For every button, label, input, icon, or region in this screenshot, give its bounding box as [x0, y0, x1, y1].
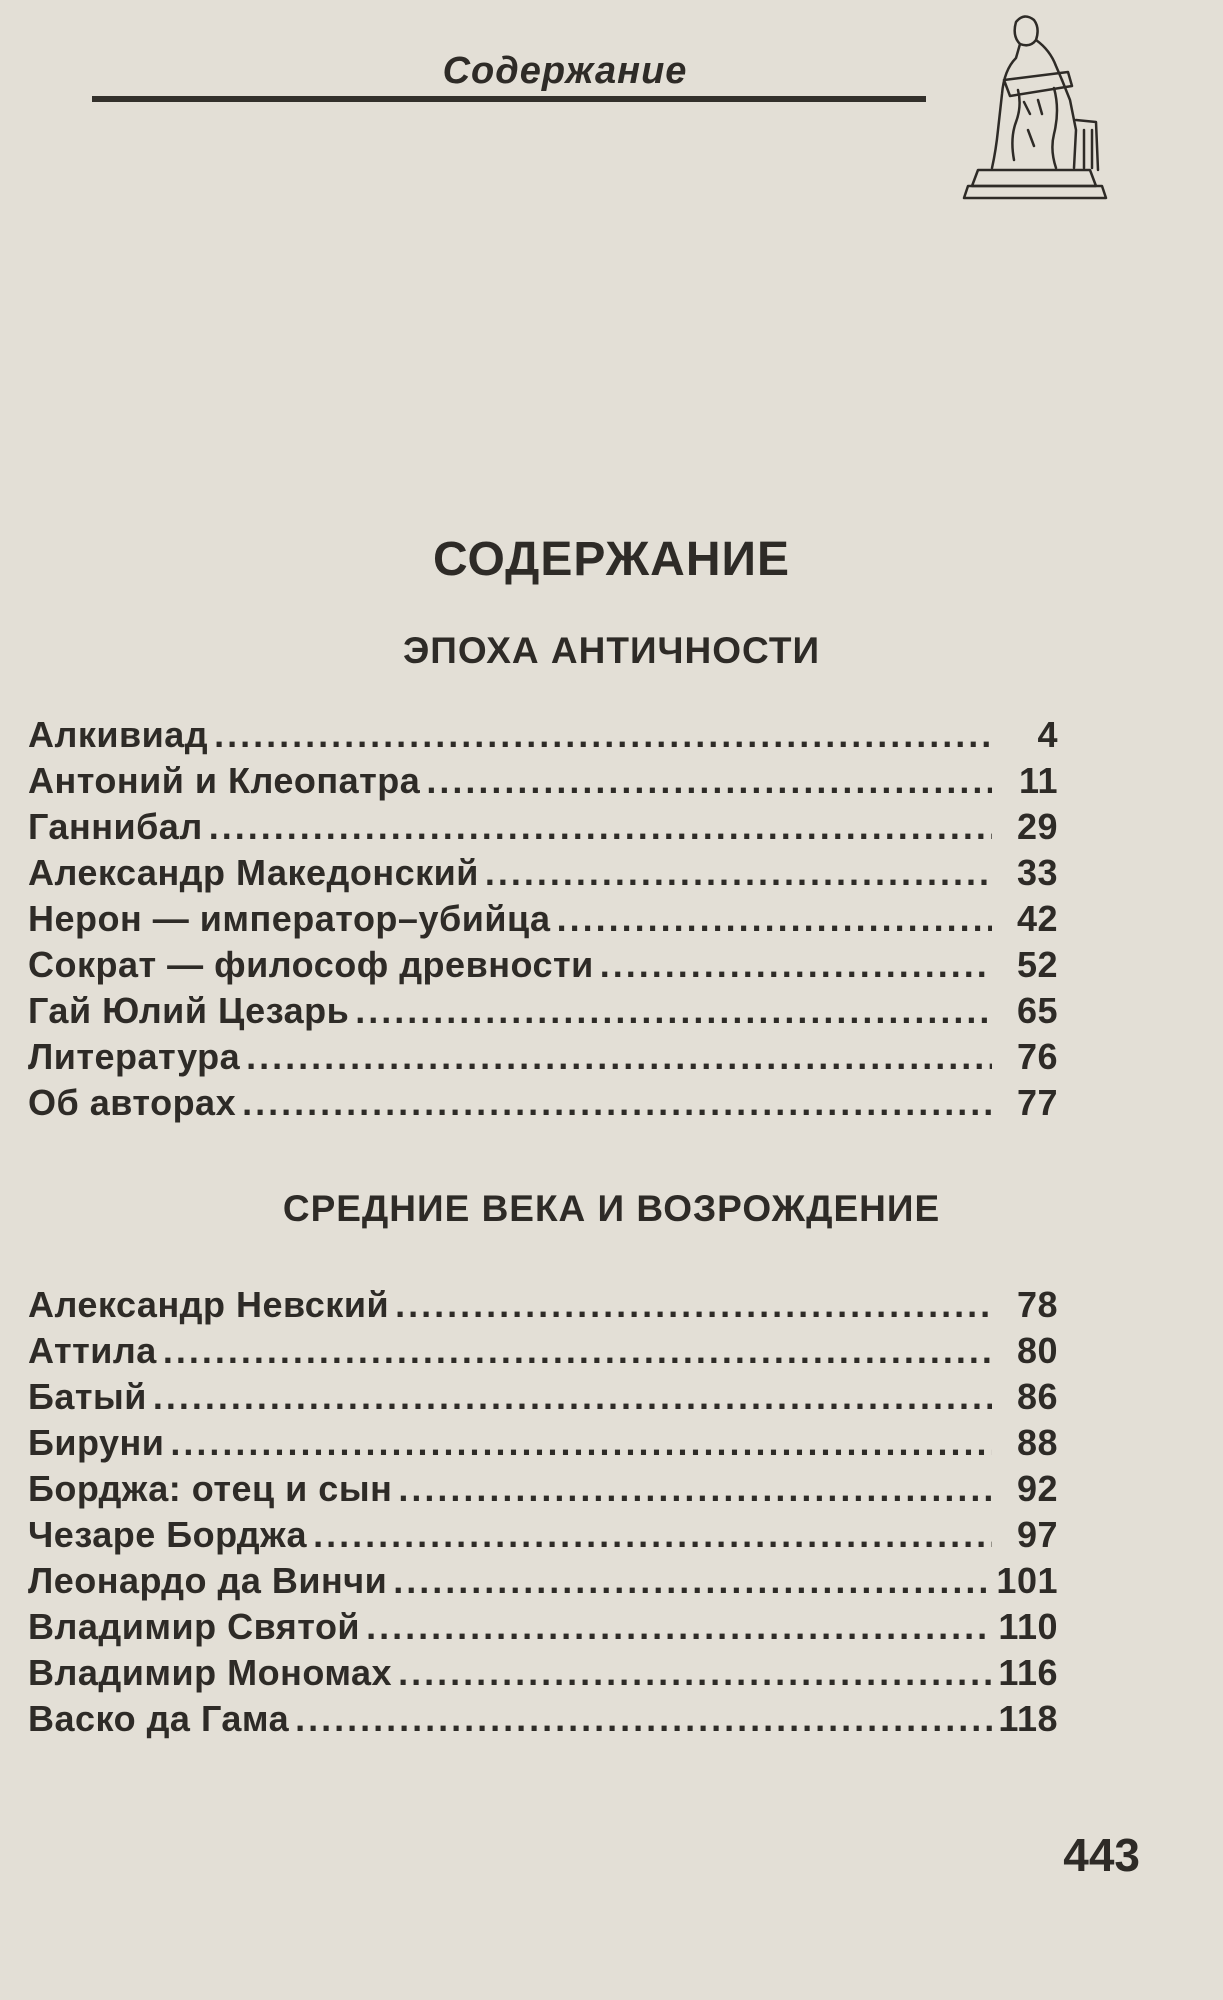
dot-leader: [366, 1604, 992, 1650]
toc-entry[interactable]: [28, 1374, 1058, 1420]
toc-entry-title: Чезаре Борджа: [28, 1514, 308, 1555]
toc-entry-title: Бируни: [28, 1422, 165, 1463]
toc-entry-page: 11: [1018, 760, 1058, 801]
running-head: Содержание: [442, 50, 688, 92]
toc-entry-page: 78: [1016, 1284, 1058, 1325]
dot-leader: [214, 712, 992, 758]
dot-leader: [295, 1696, 992, 1742]
toc-entry[interactable]: [28, 1512, 1058, 1558]
dot-leader: [398, 1650, 992, 1696]
toc-entry[interactable]: [28, 942, 1058, 988]
toc-entry-page: 52: [1016, 944, 1058, 985]
header-rule: [92, 96, 926, 102]
toc-list-antiquity: [28, 712, 1058, 1126]
dot-leader: [398, 1466, 992, 1512]
dot-leader: [355, 988, 992, 1034]
toc-entry[interactable]: [28, 1558, 1058, 1604]
toc-entry-title: Ганнибал: [28, 806, 203, 847]
dot-leader: [600, 942, 992, 988]
page-number: 443: [1063, 1829, 1140, 1881]
toc-entry-page: 29: [1016, 806, 1058, 847]
toc-entry-page: 118: [998, 1698, 1058, 1739]
toc-entry-title: Об авторах: [28, 1082, 237, 1123]
toc-entry-page: 110: [998, 1606, 1058, 1647]
section-title-middle-ages: СРЕДНИЕ ВЕКА И ВОЗРОЖДЕНИЕ: [282, 1188, 941, 1229]
dot-leader: [426, 758, 992, 804]
toc-entry-title: Леонардо да Винчи: [28, 1560, 388, 1601]
toc-entry-title: Антоний и Клеопатра: [28, 760, 421, 801]
toc-entry-title: Литература: [28, 1036, 241, 1077]
section-title-antiquity: ЭПОХА АНТИЧНОСТИ: [402, 630, 821, 671]
toc-entry[interactable]: [28, 1328, 1058, 1374]
dot-leader: [313, 1512, 992, 1558]
toc-entry[interactable]: [28, 1080, 1058, 1126]
toc-entry-title: Борджа: отец и сын: [28, 1468, 393, 1509]
toc-entry-page: 101: [996, 1560, 1058, 1601]
toc-entry-title: Алкивиад: [28, 714, 209, 755]
toc-entry[interactable]: [28, 896, 1058, 942]
toc-entry-title: Сократ — философ древности: [28, 944, 594, 985]
toc-entry[interactable]: [28, 1604, 1058, 1650]
dot-leader: [242, 1080, 992, 1126]
dot-leader: [485, 850, 992, 896]
toc-entry-page: 42: [1016, 898, 1058, 939]
toc-entry-page: 116: [998, 1652, 1058, 1693]
toc-entry-page: 88: [1016, 1422, 1058, 1463]
contents-title: СОДЕРЖАНИЕ: [433, 533, 790, 586]
toc-entry[interactable]: [28, 988, 1058, 1034]
dot-leader: [246, 1034, 992, 1080]
toc-entry-title: Батый: [28, 1376, 147, 1417]
dot-leader: [395, 1282, 992, 1328]
toc-entry[interactable]: [28, 1650, 1058, 1696]
dot-leader: [557, 896, 992, 942]
toc-entry[interactable]: [28, 1034, 1058, 1080]
toc-entry[interactable]: [28, 1466, 1058, 1512]
toc-entry-title: Васко да Гама: [28, 1698, 290, 1739]
dot-leader: [170, 1420, 992, 1466]
toc-entry-page: 92: [1016, 1468, 1058, 1509]
toc-entry-title: Гай Юлий Цезарь: [28, 990, 350, 1031]
dot-leader: [163, 1328, 992, 1374]
dot-leader: [393, 1558, 990, 1604]
toc-entry-title: Аттила: [28, 1330, 157, 1371]
toc-entry[interactable]: [28, 1282, 1058, 1328]
toc-entry[interactable]: [28, 758, 1058, 804]
toc-entry-page: 65: [1016, 990, 1058, 1031]
dot-leader: [153, 1374, 992, 1420]
toc-entry-page: 33: [1016, 852, 1058, 893]
toc-entry-title: Александр Невский: [28, 1284, 390, 1325]
toc-entry[interactable]: [28, 804, 1058, 850]
toc-entry[interactable]: [28, 850, 1058, 896]
toc-entry-title: Владимир Мономах: [28, 1652, 393, 1693]
toc-entry-page: 86: [1016, 1376, 1058, 1417]
toc-entry-page: 4: [1037, 714, 1058, 755]
toc-entry-page: 97: [1016, 1514, 1058, 1555]
toc-entry-title: Нерон — император–убийца: [28, 898, 551, 939]
toc-entry-title: Александр Македонский: [28, 852, 479, 893]
toc-entry-title: Владимир Святой: [28, 1606, 361, 1647]
toc-entry[interactable]: [28, 1696, 1058, 1742]
toc-entry-page: 77: [1016, 1082, 1058, 1123]
scribe-illustration-icon: [958, 10, 1113, 205]
toc-entry-page: 80: [1016, 1330, 1058, 1371]
toc-entry[interactable]: [28, 712, 1058, 758]
toc-entry-page: 76: [1016, 1036, 1058, 1077]
dot-leader: [209, 804, 992, 850]
toc-list-middle-ages: [28, 1282, 1058, 1742]
toc-entry[interactable]: [28, 1420, 1058, 1466]
